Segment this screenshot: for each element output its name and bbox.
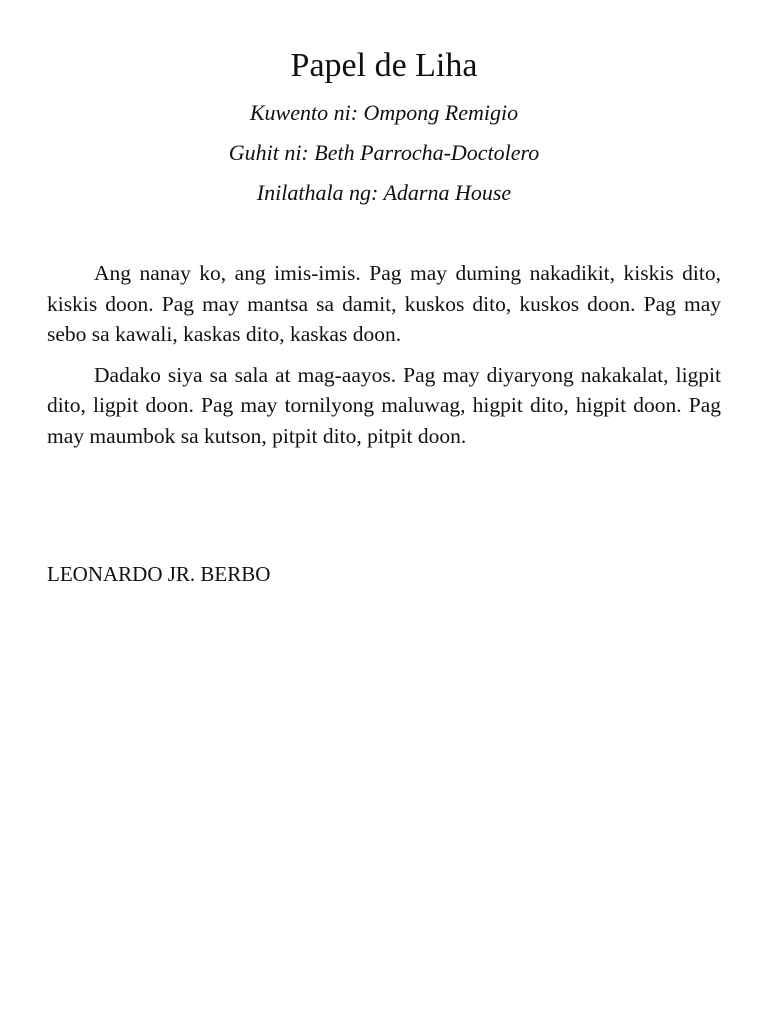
paragraph-2: Dadako siya sa sala at mag-aayos. Pag may diyaryong nakakalat, ligpit dito, ligpit doon. Pag may tornilyong maluwag, higpit dito, higpit doon. Pag may maumbok sa kutson, pitpit dito, pitpit doon. (47, 362, 721, 448)
story-body (47, 258, 721, 461)
author-signature: LEONARDO JR. BERBO (47, 562, 271, 586)
illustration-credit: Guhit ni: Beth Parrocha-Doctolero (228, 140, 540, 165)
story-credit: Kuwento ni: Ompong Remigio (249, 100, 519, 125)
document-title: Papel de Liha (290, 47, 478, 84)
publisher-credit: Inilathala ng: Adarna House (256, 180, 512, 205)
paragraph-1: Ang nanay ko, ang imis-imis. Pag may duming nakadikit, kiskis dito, kiskis doon. Pag may mantsa sa damit, kuskos dito, kuskos doon. Pag may sebo sa kawali, kaskas dito, kaskas doon. (47, 261, 721, 346)
